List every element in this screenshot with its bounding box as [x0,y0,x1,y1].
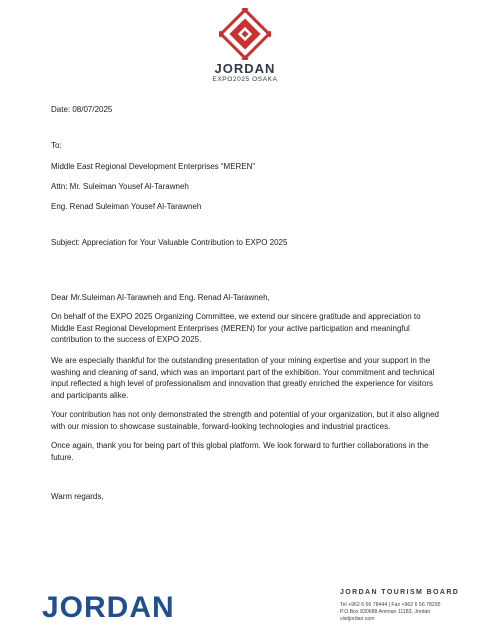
subject-line: Subject: Appreciation for Your Valuable Contribution to EXPO 2025 [51,238,288,247]
salutation: Dear Mr.Suleiman Al-Tarawneh and Eng. Renad Al-Tarawneh, [51,293,270,302]
paragraph-2: We are especially thankful for the outstanding presentation of your mining expertise and your support in the washing and cleaning of sand, which was an important part of the exhibition. Your commitment and technical input reflected a high level of professionalism and innovation that greatly enriched the experience for visitors and participants alike. [51,356,435,400]
footer-contact [340,588,459,623]
brand-subtitle: EXPO2025 OSAKA [212,76,278,83]
footer-logo [42,590,182,625]
closing: Warm regards, [51,492,104,501]
paragraph-1: On behalf of the EXPO 2025 Organizing Committee, we extend our sincere gratitude and appreciation to Middle East Regional Development Enterprises (MEREN) for your active participation and meaningful contribution to the success of EXPO 2025. [51,312,421,344]
footer-board-name: JORDAN TOURISM BOARD [340,589,460,596]
footer-phone: Tel +962 6 56 78444 | Fax +962 6 56 78295 [340,602,441,608]
footer-logo-text: JORDAN [42,591,175,620]
header-logo [205,8,285,84]
letter-date: Date: 08/07/2025 [51,105,113,114]
attn-line: Attn: Mr. Suleiman Yousef Al-Tarawneh [51,182,189,191]
recipient-org: Middle East Regional Development Enterprises “MEREN” [51,162,256,171]
footer-website: visitjordan.com [340,616,375,622]
jordan-wordmark-icon [42,590,182,620]
footer-address: P.O.Box 830688 Amman 11183, Jordan [340,609,431,615]
to-label: To: [51,141,62,150]
jordan-star-diamond-icon [219,8,271,60]
brand-name: JORDAN [214,61,276,76]
paragraph-4: Once again, thank you for being part of this global platform. We look forward to further collaborations in the future. [51,441,429,462]
paragraph-3: Your contribution has not only demonstrated the strength and potential of your organization, but it also aligned with our mission to showcase sustainable, forward-looking technologies and industrial practices. [51,410,439,431]
eng-line: Eng. Renad Suleiman Yousef Al-Tarawneh [51,202,202,211]
